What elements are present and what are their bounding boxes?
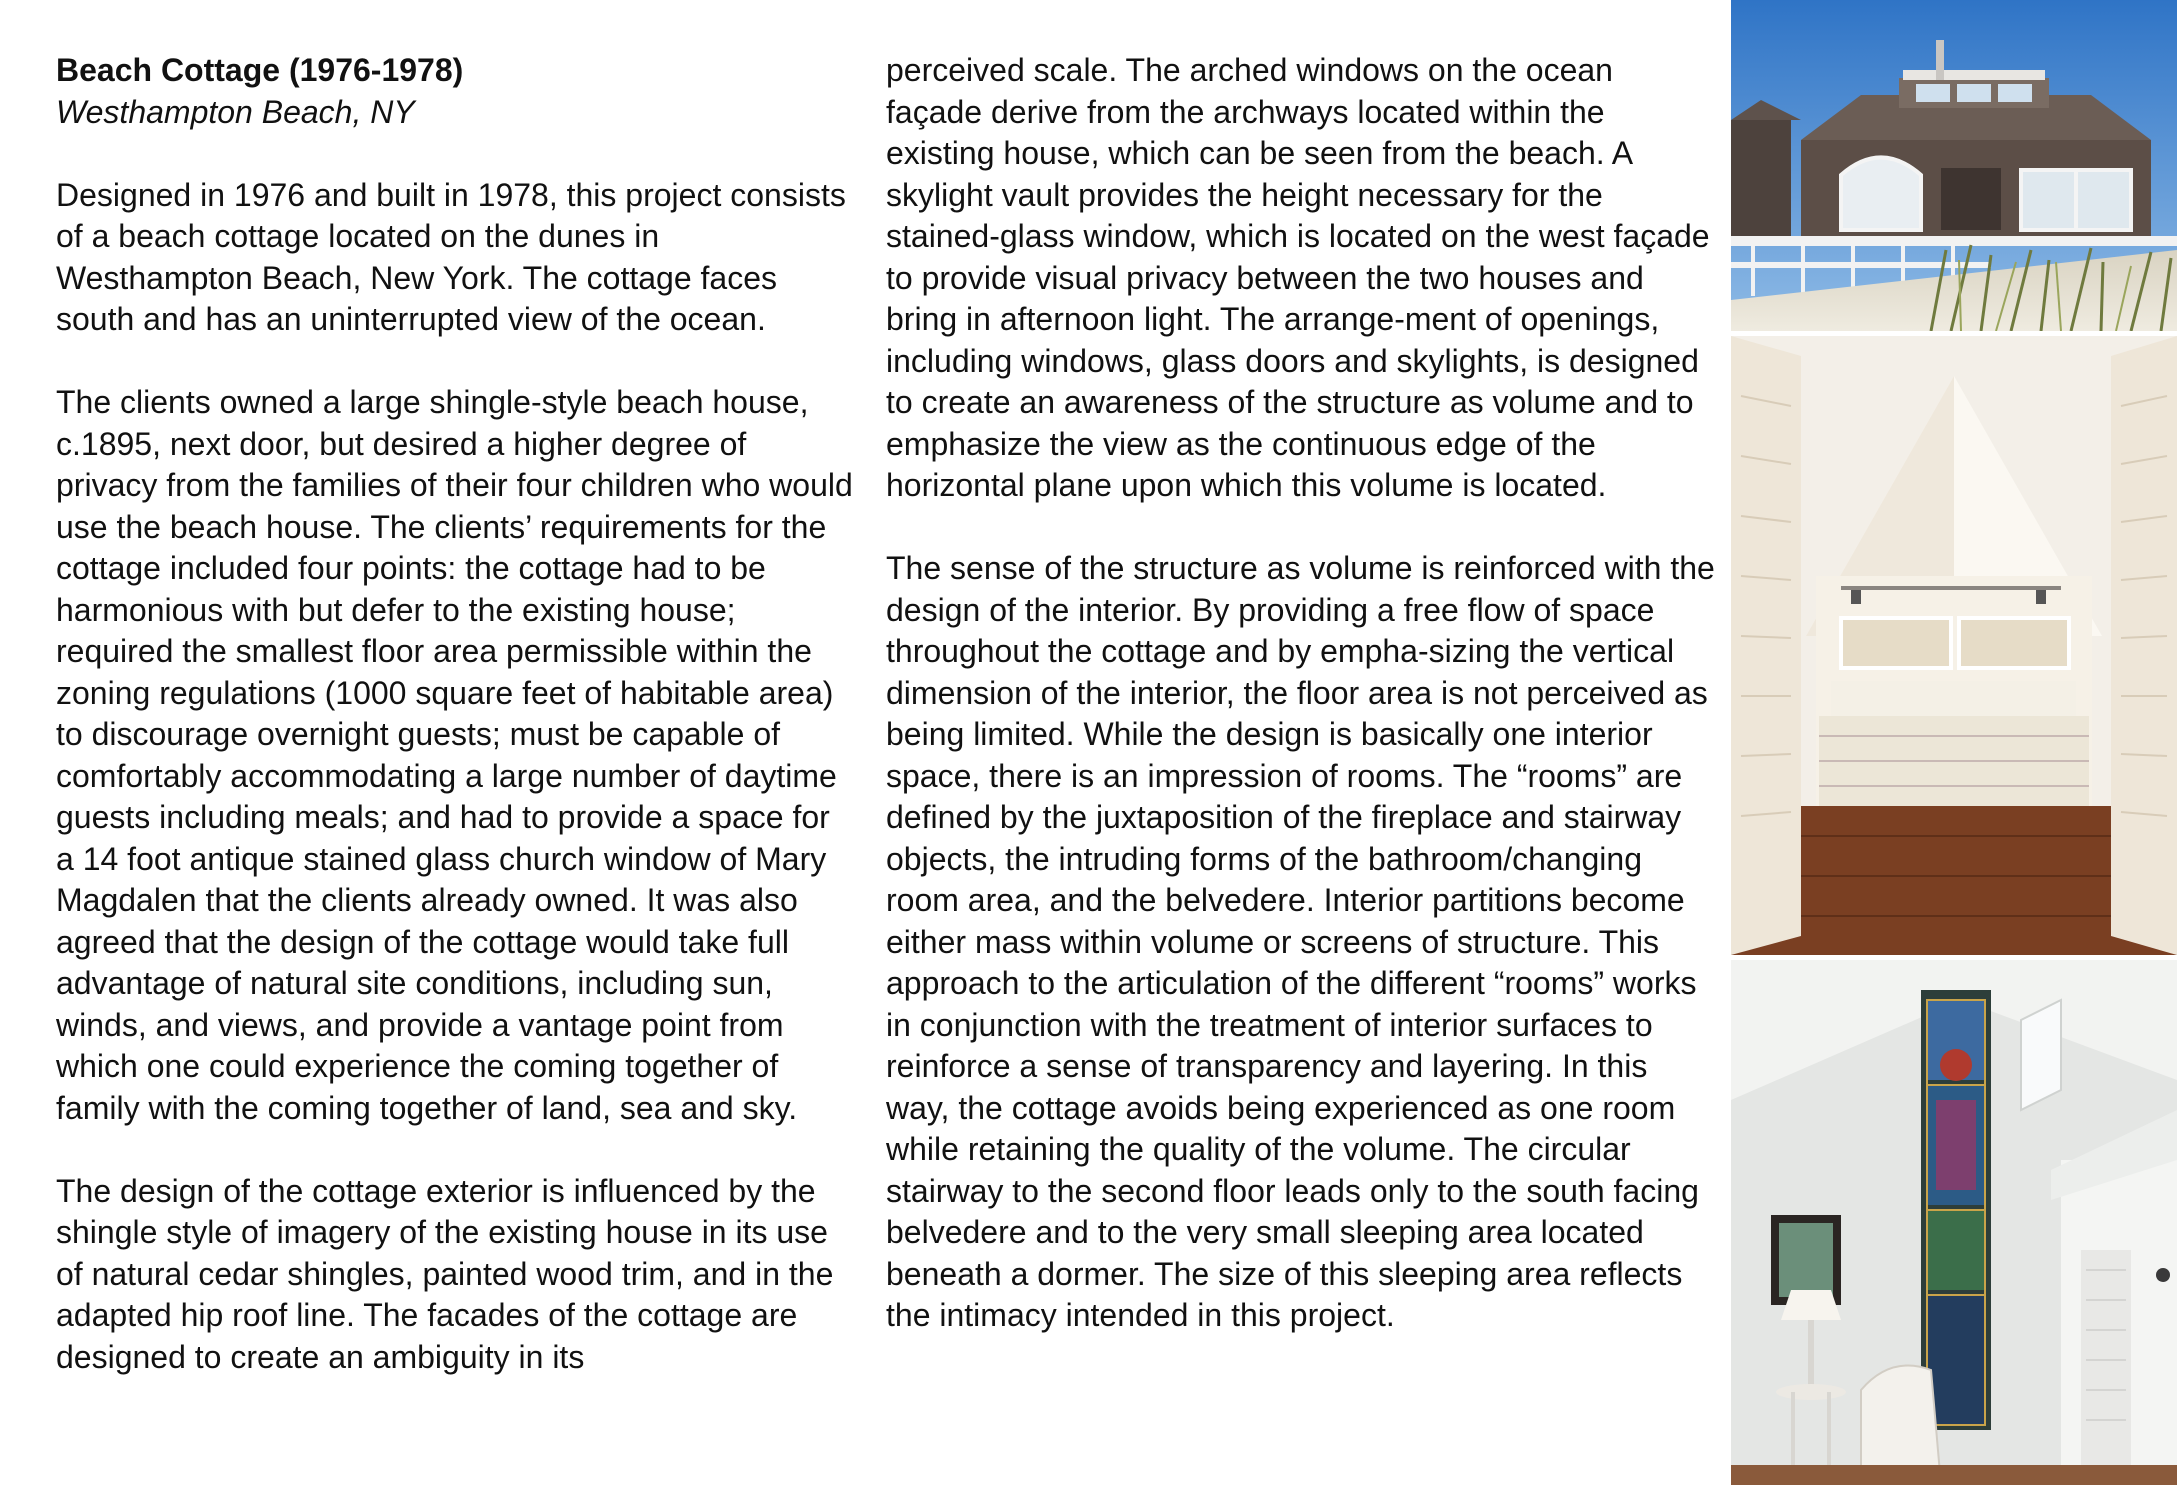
paragraph-interior: The sense of the structure as volume is reinforced with the design of the interior. By providing a free flow of space throughout the cottage and by empha-sizing the vertical dimension of the interior, the floor area is not perceived as being limited. While the design is basically one interior space, there is an impression of rooms. The “rooms” are defined by the juxtaposition of the fireplace and stairway objects, the intruding forms of the bathroom/changing room area, and the belvedere. Interior partitions become either mass within volume or screens of structure. This approach to the articulation of the different “rooms” works in conjunction with the treatment of interior surfaces to reinforce a sense of transparency and layering. In this way, the cottage avoids being experienced as one room while retaining the quality of the volume. The circular stairway to the second floor leads only to the south facing belvedere and to the very small sleeping area located beneath a dormer. The size of this sleeping area reflects the intimacy intended in this project. bbox=[886, 550, 1715, 1333]
paragraph-intro: Designed in 1976 and built in 1978, this project consists of a beach cottage located on the dunes in Westhampton Beach, New York. The cottage faces south and has an uninterrupted view of the ocean. bbox=[56, 176, 846, 337]
paragraph-clients: The clients owned a large shingle-style beach house, c.1895, next door, but desired a higher degree of privacy from the families of their four children who would use the beach house. The clients’ requirements for the cottage included four points: the cottage had to be harmonious with but defer to the existing house; required the smallest floor area permissible within the zoning regulations (1000 square feet of habitable area) to discourage overnight guests; must be capable of comfortably accommodating a large number of daytime guests including meals; and had to provide a space for a 14 foot antique stained glass church window of Mary Magdalen that the clients already owned. It was also agreed that the design of the cottage would take full advantage of natural site conditions, including sun, winds, and views, and provide a vantage point from which one could experience the coming together of family with the coming together of land, sea and sky. bbox=[56, 384, 853, 1126]
photo-strip bbox=[1731, 0, 2177, 1485]
middle-text-column bbox=[886, 50, 1716, 1337]
cottage-exterior-photo bbox=[1731, 0, 2177, 331]
paragraph-exterior: The design of the cottage exterior is influenced by the shingle style of imagery of the existing house in its use of natural cedar shingles, painted wood trim, and in the adapted hip roof line. The facades of the cottage are designed to create an ambiguity in its bbox=[56, 1172, 834, 1375]
bedroom-dormer-photo bbox=[1731, 336, 2177, 955]
project-location: Westhampton Beach, NY bbox=[56, 93, 415, 130]
left-text-column bbox=[56, 50, 856, 1378]
project-title: Beach Cottage (1976-1978) bbox=[56, 52, 464, 88]
paragraph-scale: perceived scale. The arched windows on the ocean façade derive from the archways located within the existing house, which can be seen from the beach. A skylight vault provides the height necessary for the stained-glass window, which is located on the west façade to provide visual privacy between the two houses and bring in afternoon light. The arrange-ment of openings, including windows, glass doors and skylights, is designed to create an awareness of the structure as volume and to emphasize the view as the continuous edge of the horizontal plane upon which this volume is located. bbox=[886, 52, 1710, 503]
stained-glass-interior-photo bbox=[1731, 960, 2177, 1485]
